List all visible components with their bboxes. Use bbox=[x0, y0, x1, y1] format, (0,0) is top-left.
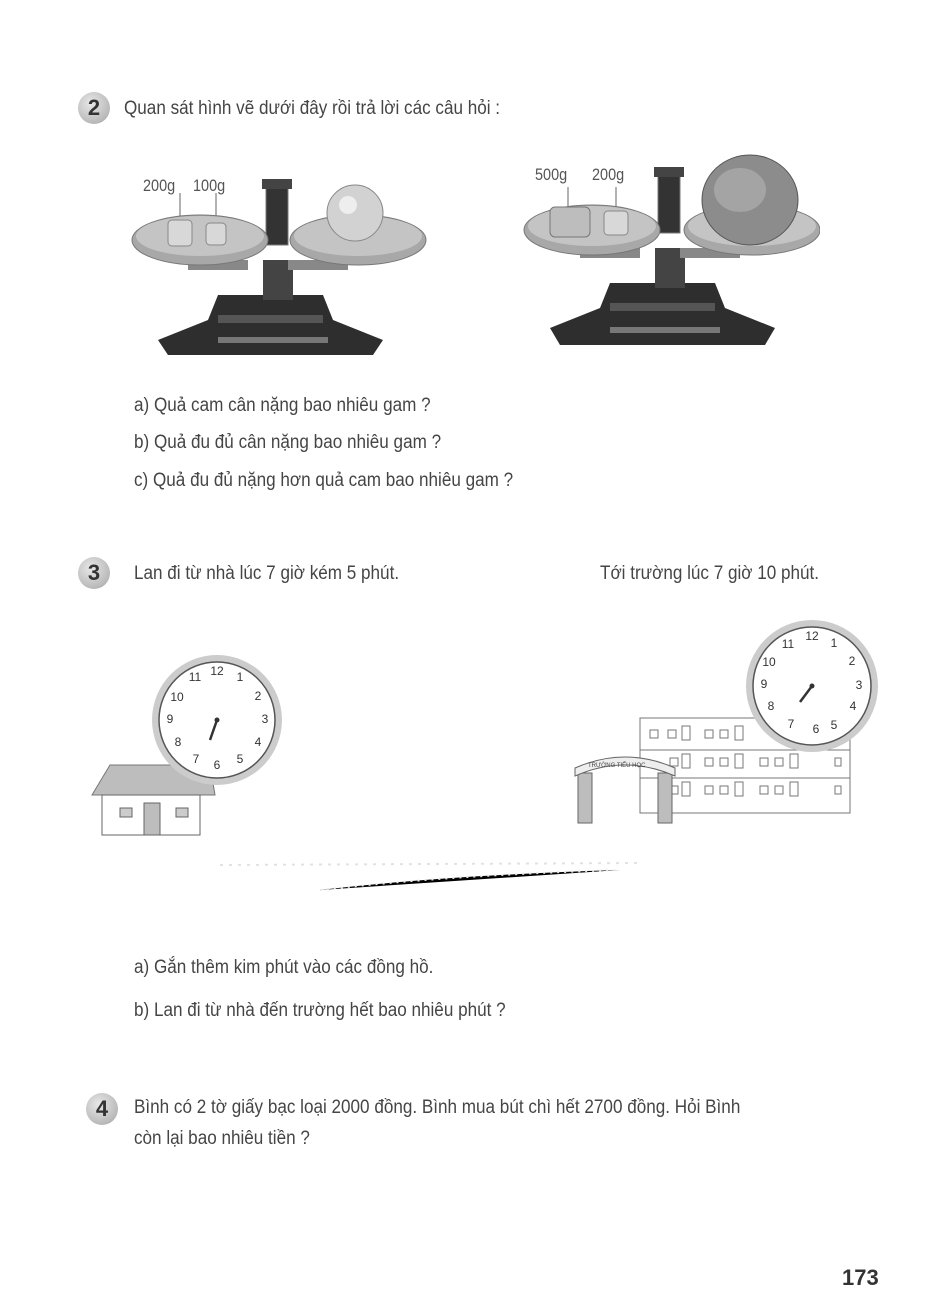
clock1-number-3: 3 bbox=[261, 712, 269, 727]
exercise-3-badge: 3 bbox=[78, 557, 110, 589]
page-number: 173 bbox=[842, 1265, 879, 1290]
scale2-weight-label-2: 200g bbox=[592, 165, 625, 184]
house-with-clock-illustration bbox=[90, 655, 300, 840]
scale1-weight-label-2: 100g bbox=[193, 176, 226, 195]
clock1-number-12: 12 bbox=[210, 664, 224, 679]
exercise-2-question-b: b) Quả đu đủ cân nặng bao nhiêu gam ? bbox=[134, 432, 442, 453]
clock1-number-9: 9 bbox=[166, 712, 174, 727]
clock2-number-4: 4 bbox=[849, 699, 857, 714]
scale2-weight-label-1: 500g bbox=[535, 165, 568, 184]
exercise-3-question-a: a) Gắn thêm kim phút vào các đồng hồ. bbox=[134, 957, 434, 978]
exercise-4-line-1: Bình có 2 tờ giấy bạc loại 2000 đồng. Bình mua bút chì hết 2700 đồng. Hỏi Bình bbox=[134, 1097, 741, 1118]
clock1-number-11: 11 bbox=[188, 670, 202, 685]
exercise-3-question-b: b) Lan đi từ nhà đến trường hết bao nhiêu phút ? bbox=[134, 1000, 506, 1021]
clock2-number-2: 2 bbox=[848, 654, 856, 669]
balance-scale-with-orange bbox=[128, 165, 428, 360]
clock2-number-10: 10 bbox=[762, 655, 776, 670]
clock2-number-11: 11 bbox=[781, 637, 795, 652]
exercise-2-question-a: a) Quả cam cân nặng bao nhiêu gam ? bbox=[134, 395, 431, 416]
clock2-number-1: 1 bbox=[830, 636, 838, 651]
school-gate-sign: TRƯỜNG TIỂU HỌC bbox=[588, 763, 646, 769]
exercise-3-left-text: Lan đi từ nhà lúc 7 giờ kém 5 phút. bbox=[134, 563, 400, 584]
scale1-weight-label-1: 200g bbox=[143, 176, 176, 195]
clock1-number-8: 8 bbox=[174, 735, 182, 750]
exercise-2-prompt: Quan sát hình vẽ dưới đây rồi trả lời các câu hỏi : bbox=[124, 98, 501, 119]
clock2-number-3: 3 bbox=[855, 678, 863, 693]
exercise-3-right-text: Tới trường lúc 7 giờ 10 phút. bbox=[600, 563, 820, 584]
clock2-number-7: 7 bbox=[787, 717, 795, 732]
clock2-number-8: 8 bbox=[767, 699, 775, 714]
faint-road-sketch bbox=[200, 835, 660, 915]
balance-scale-with-papaya bbox=[520, 145, 820, 350]
clock2-number-12: 12 bbox=[805, 629, 819, 644]
exercise-4-line-2: còn lại bao nhiêu tiền ? bbox=[134, 1128, 310, 1149]
clock2-number-5: 5 bbox=[830, 718, 838, 733]
clock2-number-9: 9 bbox=[760, 677, 768, 692]
exercise-2-question-c: c) Quả đu đủ nặng hơn quả cam bao nhiêu gam ? bbox=[134, 470, 514, 491]
clock1-number-4: 4 bbox=[254, 735, 262, 750]
clock1-number-2: 2 bbox=[254, 689, 262, 704]
clock1-number-6: 6 bbox=[213, 758, 221, 773]
clock1-number-5: 5 bbox=[236, 752, 244, 767]
clock1-number-1: 1 bbox=[236, 670, 244, 685]
clock1-number-7: 7 bbox=[192, 752, 200, 767]
exercise-4-badge: 4 bbox=[86, 1093, 118, 1125]
exercise-2-badge: 2 bbox=[78, 92, 110, 124]
clock1-number-10: 10 bbox=[170, 690, 184, 705]
clock2-number-6: 6 bbox=[812, 722, 820, 737]
school-with-clock-illustration bbox=[570, 618, 880, 833]
